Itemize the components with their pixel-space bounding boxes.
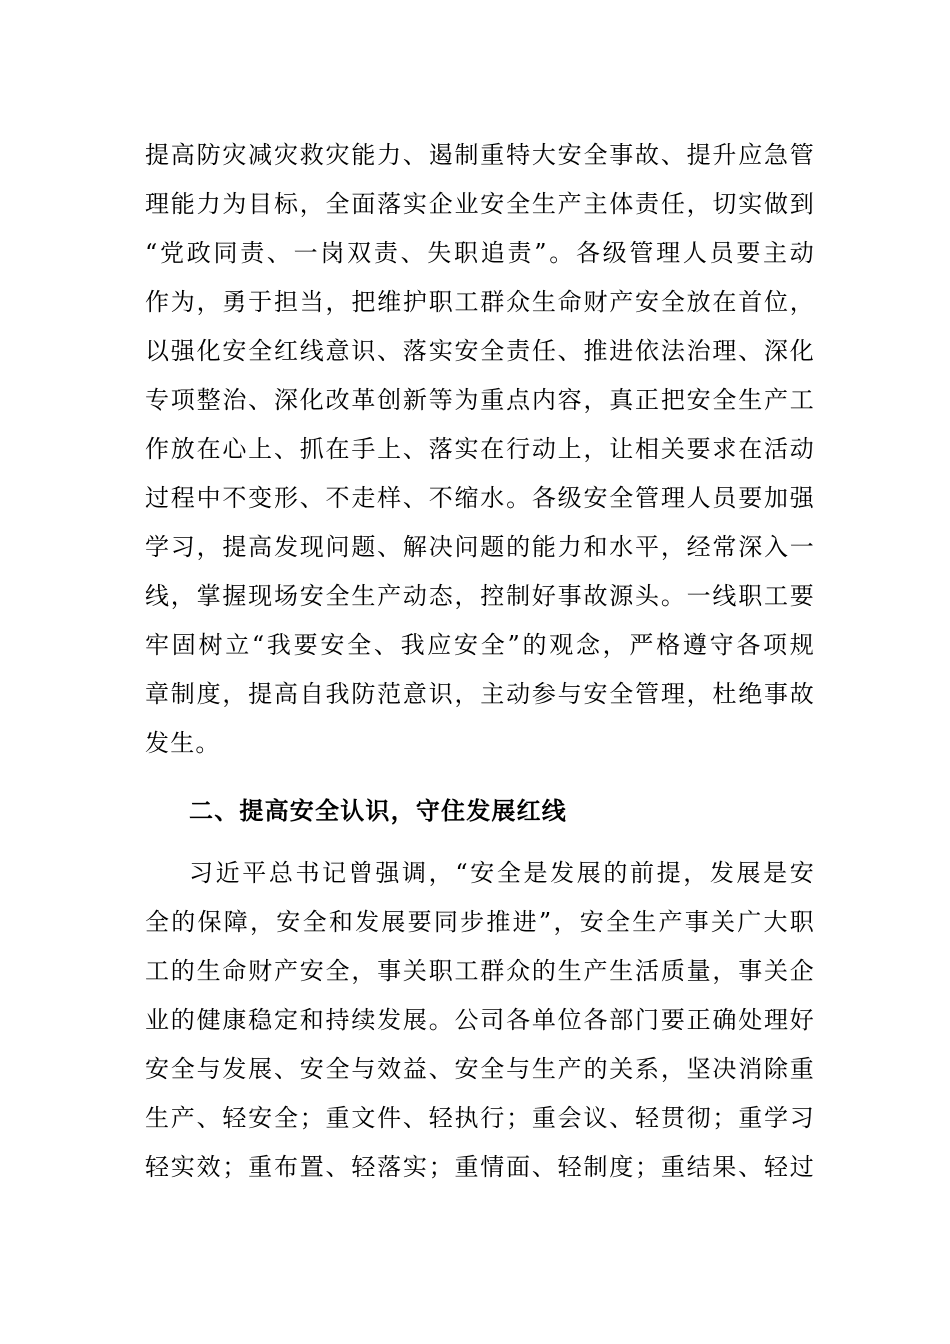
paragraph-line: 理能力为目标，全面落实企业安全生产主体责任，切实做到 xyxy=(145,190,815,218)
paragraph-line: 轻实效；重布置、轻落实；重情面、轻制度；重结果、轻过 xyxy=(145,1153,815,1181)
paragraph-line: 生产、轻安全；重文件、轻执行；重会议、轻贯彻；重学习 xyxy=(145,1104,815,1132)
paragraph-line: 作放在心上、抓在手上、落实在行动上，让相关要求在活动 xyxy=(145,435,815,463)
paragraph-line: 章制度，提高自我防范意识，主动参与安全管理，杜绝事故 xyxy=(145,680,815,708)
paragraph-line: 线，掌握现场安全生产动态，控制好事故源头。一线职工要 xyxy=(145,582,815,610)
paragraph-line: 作为，勇于担当，把维护职工群众生命财产安全放在首位， xyxy=(145,288,815,316)
paragraph-line: 业的健康稳定和持续发展。公司各单位各部门要正确处理好 xyxy=(145,1006,815,1034)
paragraph-line: 全的保障，安全和发展要同步推进”，安全生产事关广大职 xyxy=(145,908,815,936)
paragraph-line: 以强化安全红线意识、落实安全责任、推进依法治理、深化 xyxy=(145,337,815,365)
paragraph-line: 牢固树立“我要安全、我应安全”的观念，严格遵守各项规 xyxy=(145,631,815,659)
paragraph-line: “党政同责、一岗双责、失职追责”。各级管理人员要主动 xyxy=(145,239,815,267)
paragraph-line: 学习，提高发现问题、解决问题的能力和水平，经常深入一 xyxy=(145,533,815,561)
paragraph-line: 安全与发展、安全与效益、安全与生产的关系，坚决消除重 xyxy=(145,1055,815,1083)
paragraph-2 xyxy=(145,856,815,1196)
paragraph-line: 提高防灾减灾救灾能力、遏制重特大安全事故、提升应急管 xyxy=(145,141,815,169)
paragraph-line: 专项整治、深化改革创新等为重点内容，真正把安全生产工 xyxy=(145,386,815,414)
paragraph-line: 发生。 xyxy=(145,729,221,757)
paragraph-line: 工的生命财产安全，事关职工群众的生产生活质量，事关企 xyxy=(145,957,815,985)
paragraph-line: 习近平总书记曾强调，“安全是发展的前提，发展是安 xyxy=(189,859,815,887)
paragraph-line: 过程中不变形、不走样、不缩水。各级安全管理人员要加强 xyxy=(145,484,815,512)
section-heading: 二、提高安全认识，守住发展红线 xyxy=(189,797,567,825)
section-2 xyxy=(145,794,815,828)
paragraph-1 xyxy=(145,138,815,778)
